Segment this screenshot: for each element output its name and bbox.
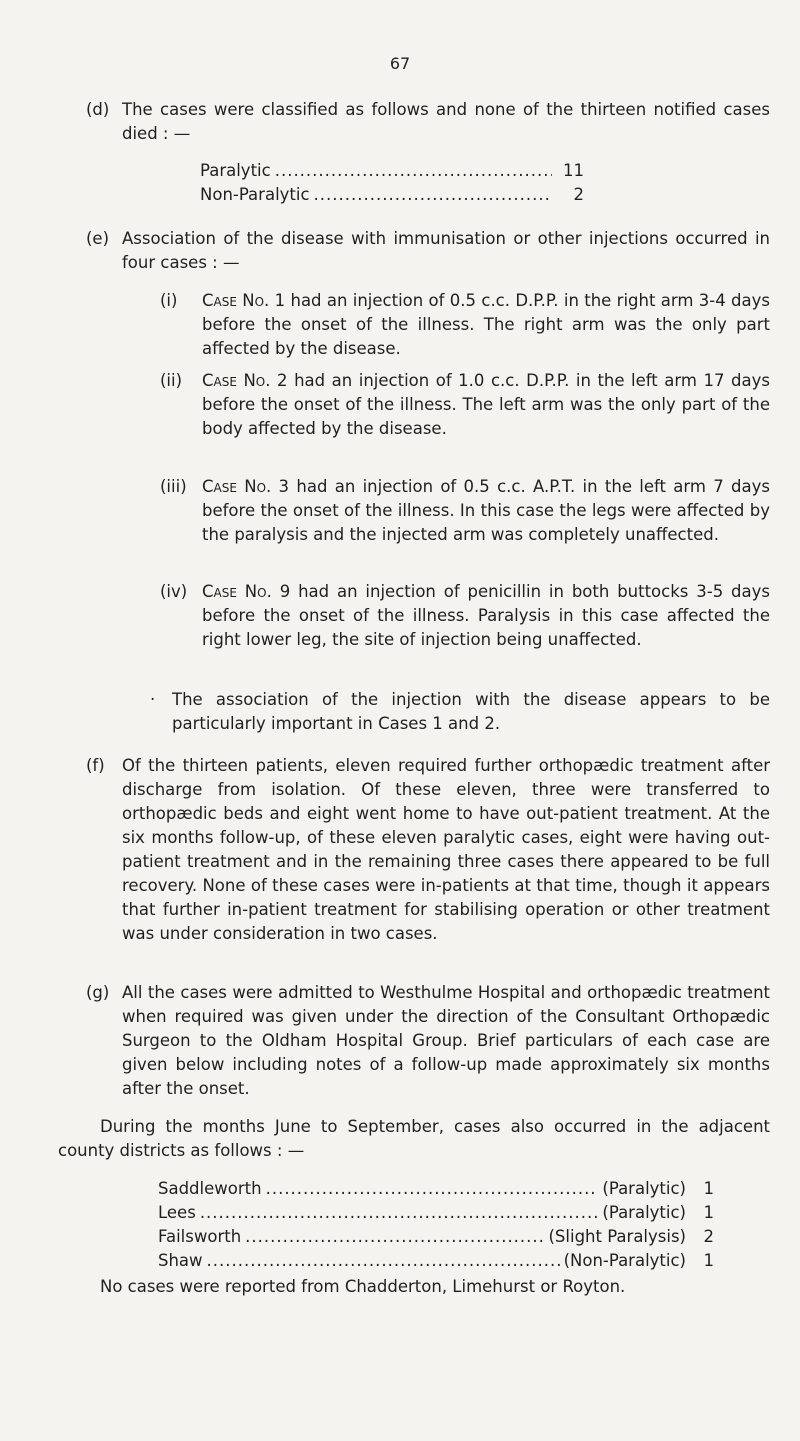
case-1 (160, 289, 770, 361)
case-lead: Case No. 9 (202, 582, 291, 601)
case-text (202, 475, 770, 547)
case-body: had an injection of 1.0 c.c. D.P.P. in the left arm 17 days before the onset of the illness. The left arm was the only part of the body affected by the disease. (202, 371, 770, 438)
section-e-text: Association of the disease with immunisation or other injections occurred in four cases : — (122, 229, 770, 272)
section-g (86, 981, 770, 1101)
bullet-mark: · (150, 690, 156, 709)
case-label: (iii) (160, 477, 187, 496)
classification-row (200, 159, 584, 183)
classification-name: Paralytic (200, 161, 271, 180)
case-lead: Case No. 2 (202, 371, 288, 390)
district-name: Failsworth (158, 1227, 242, 1246)
adjacent-intro (58, 1115, 770, 1163)
dot-leader (245, 1225, 544, 1249)
section-d-label: (d) (86, 100, 110, 119)
closing-text: No cases were reported from Chadderton, Limehurst or Royton. (100, 1277, 626, 1296)
section-e (86, 227, 770, 275)
case-3 (160, 475, 770, 547)
section-g-text: All the cases were admitted to Westhulme Hospital and orthopædic treatment when required was given under the direction of the Consultant Orthopædic Surgeon to the Oldham Hospital Group. Brief particulars of each case are given below including notes of a follow-up made approximately six months after the onset. (122, 983, 770, 1098)
dot-leader (207, 1249, 560, 1273)
section-f-text: Of the thirteen patients, eleven required further orthopædic treatment after discharge from isolation. Of these eleven, three were transferred to orthopædic beds and eight went home to have out-patient treatment. At the six months follow-up, of these eleven paralytic cases, eight were having out-patient treatment and in the remaining three cases there appeared to be full recovery. None of these cases were in-patients at that time, though it appears that further in-patient treatment for stabilising operation or other treatment was under consideration in two cases. (122, 756, 770, 943)
district-type: (Paralytic) (602, 1179, 686, 1198)
closing-note (100, 1275, 770, 1299)
district-row (158, 1225, 714, 1249)
section-g-label: (g) (86, 983, 110, 1002)
dot-leader (200, 1201, 599, 1225)
section-e-label: (e) (86, 229, 110, 248)
note-text: The association of the injection with the disease appears to be particularly important in Cases 1 and 2. (172, 690, 770, 733)
classification-list (200, 159, 584, 207)
section-f-label: (f) (86, 756, 105, 775)
district-row (158, 1177, 714, 1201)
case-label: (i) (160, 291, 178, 310)
page-number: 67 (389, 54, 411, 73)
district-count: 2 (703, 1227, 714, 1246)
case-lead: Case No. 3 (202, 477, 290, 496)
case-text (202, 369, 770, 441)
association-note (150, 688, 770, 736)
district-name: Saddleworth (158, 1179, 262, 1198)
district-row (158, 1249, 714, 1273)
adjacent-intro-text: During the months June to September, cases also occurred in the adjacent county districts as follows : — (58, 1117, 770, 1160)
district-type: (Non-Paralytic) (563, 1251, 686, 1270)
dot-leader (266, 1177, 599, 1201)
dot-leader (275, 159, 552, 183)
district-type: (Slight Paralysis) (548, 1227, 686, 1246)
section-d-text: The cases were classified as follows and none of the thirteen notified cases died : — (122, 100, 770, 143)
district-name: Shaw (158, 1251, 203, 1270)
classification-value: 11 (563, 161, 584, 180)
case-label: (ii) (160, 371, 183, 390)
case-2 (160, 369, 770, 441)
district-row (158, 1201, 714, 1225)
case-label: (iv) (160, 582, 188, 601)
section-d (86, 98, 770, 146)
case-4 (160, 580, 770, 652)
classification-name: Non-Paralytic (200, 185, 310, 204)
district-name: Lees (158, 1203, 196, 1222)
district-table (158, 1177, 714, 1273)
district-count: 1 (703, 1251, 714, 1270)
case-body: had an injection of penicillin in both buttocks 3-5 days before the onset of the illness. Paralysis in this case affected the right lower leg, the site of injection being unaffected. (202, 582, 771, 649)
case-text (202, 580, 770, 652)
district-count: 1 (703, 1203, 714, 1222)
classification-row (200, 183, 584, 207)
district-type: (Paralytic) (602, 1203, 686, 1222)
case-body: had an injection of 0.5 c.c. A.P.T. in the left arm 7 days before the onset of the illness. In this case the legs were affected by the paralysis and the injected arm was completely unaffected. (202, 477, 771, 544)
case-body: had an injection of 0.5 c.c. D.P.P. in the right arm 3-4 days before the onset of the illness. The right arm was the only part affected by the disease. (202, 291, 771, 358)
classification-value: 2 (573, 185, 584, 204)
dot-leader (314, 183, 552, 207)
case-text (202, 289, 770, 361)
district-count: 1 (703, 1179, 714, 1198)
section-f (86, 754, 770, 946)
case-lead: Case No. 1 (202, 291, 286, 310)
